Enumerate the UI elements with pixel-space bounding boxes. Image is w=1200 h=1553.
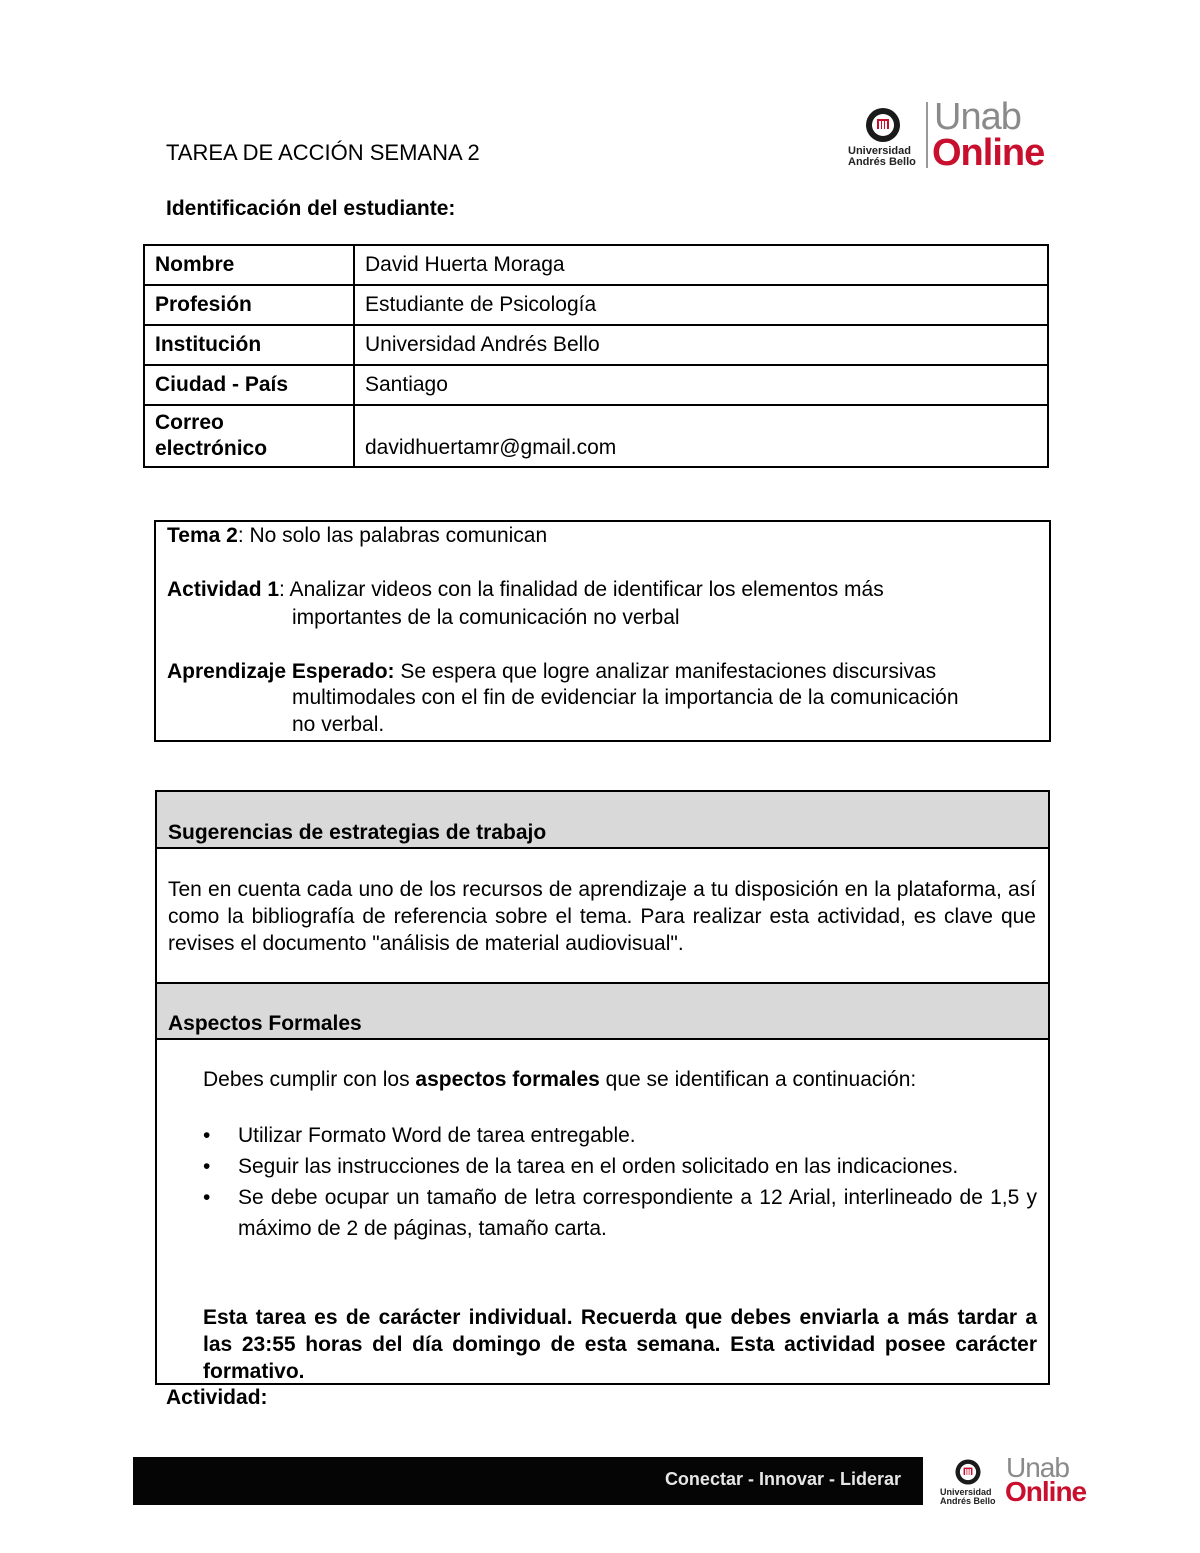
footer-bar bbox=[133, 1457, 923, 1505]
logo-brand-online: Online bbox=[932, 132, 1045, 174]
email-label: Correo electrónico bbox=[144, 405, 354, 467]
city-country-label: Ciudad - País bbox=[144, 365, 354, 405]
table-row bbox=[144, 285, 1048, 325]
footer-university-name: Universidad Andrés Bello bbox=[940, 1487, 996, 1506]
footer-logo bbox=[940, 1452, 1100, 1510]
name-label: Nombre bbox=[144, 245, 354, 285]
actividad-line: Actividad 1: Analizar videos con la finalidad de identificar los elementos más bbox=[167, 578, 884, 601]
footer-slogan: Conectar - Innovar - Liderar bbox=[664, 1469, 901, 1489]
university-seal-icon bbox=[954, 1458, 982, 1486]
formal-intro: Debes cumplir con los aspectos formales que se identifican a continuación: bbox=[203, 1068, 917, 1091]
profession-label: Profesión bbox=[144, 285, 354, 325]
logo-divider bbox=[926, 102, 928, 168]
bullet-icon: • bbox=[203, 1186, 211, 1209]
theme-box bbox=[154, 520, 1051, 742]
list-item: • Utilizar Formato Word de tarea entregable. bbox=[203, 1120, 1037, 1151]
list-item: • Seguir las instrucciones de la tarea en el orden solicitado en las indicaciones. bbox=[203, 1151, 1037, 1182]
actividad-line-2: importantes de la comunicación no verbal bbox=[292, 606, 680, 629]
activity-label: Actividad: bbox=[166, 1386, 268, 1409]
aprendizaje-line-3: no verbal. bbox=[292, 713, 385, 736]
footer-brand-unab: Unab bbox=[1006, 1452, 1069, 1483]
unab-online-logo bbox=[848, 96, 1048, 174]
table-row bbox=[144, 365, 1048, 405]
university-seal-icon bbox=[864, 106, 902, 144]
email-value: davidhuertamr@gmail.com bbox=[354, 405, 1048, 467]
suggestions-text: Ten en cuenta cada uno de los recursos de aprendizaje a tu disposición en la plataforma, así como la bibliografía de referencia sobre el tema. Para realizar esta actividad, es clave que revises el documento "análisis de material audiovisual". bbox=[168, 878, 1036, 955]
work-strategies-box bbox=[155, 790, 1050, 1385]
bullet-icon: • bbox=[203, 1124, 211, 1147]
suggestions-heading-band bbox=[157, 792, 1048, 849]
aprendizaje-line: Aprendizaje Esperado: Se espera que logre analizar manifestaciones discursivas bbox=[167, 660, 937, 683]
bullet-icon: • bbox=[203, 1155, 211, 1178]
deadline-notice: Esta tarea es de carácter individual. Recuerda que debes enviarla a más tardar a las 23:55 horas del día domingo de esta semana. Esta actividad posee carácter formativo. bbox=[203, 1306, 1037, 1383]
table-row bbox=[144, 245, 1048, 285]
suggestions-heading: Sugerencias de estrategias de trabajo bbox=[168, 821, 547, 844]
table-row bbox=[144, 325, 1048, 365]
name-value: David Huerta Moraga bbox=[354, 245, 1048, 285]
footer-brand-online: Online bbox=[1005, 1476, 1087, 1507]
city-country-value: Santiago bbox=[354, 365, 1048, 405]
profession-value: Estudiante de Psicología bbox=[354, 285, 1048, 325]
formal-heading: Aspectos Formales bbox=[168, 1012, 362, 1035]
formal-bullet-list bbox=[203, 1120, 1037, 1244]
list-item: • Se debe ocupar un tamaño de letra correspondiente a 12 Arial, interlineado de 1,5 y máximo de 2 de páginas, tamaño carta. bbox=[203, 1182, 1037, 1244]
formal-heading-band bbox=[157, 984, 1048, 1040]
identification-table bbox=[143, 244, 1049, 468]
tema-line: Tema 2: No solo las palabras comunican bbox=[167, 524, 548, 547]
document-title: TAREA DE ACCIÓN SEMANA 2 bbox=[166, 140, 480, 165]
logo-brand-unab: Unab bbox=[934, 96, 1021, 138]
institution-label: Institución bbox=[144, 325, 354, 365]
table-row bbox=[144, 405, 1048, 467]
student-identification-heading: Identificación del estudiante: bbox=[166, 197, 456, 220]
logo-university-name: Universidad Andrés Bello bbox=[848, 145, 916, 168]
aprendizaje-line-2: multimodales con el fin de evidenciar la importancia de la comunicación bbox=[292, 686, 959, 709]
institution-value: Universidad Andrés Bello bbox=[354, 325, 1048, 365]
